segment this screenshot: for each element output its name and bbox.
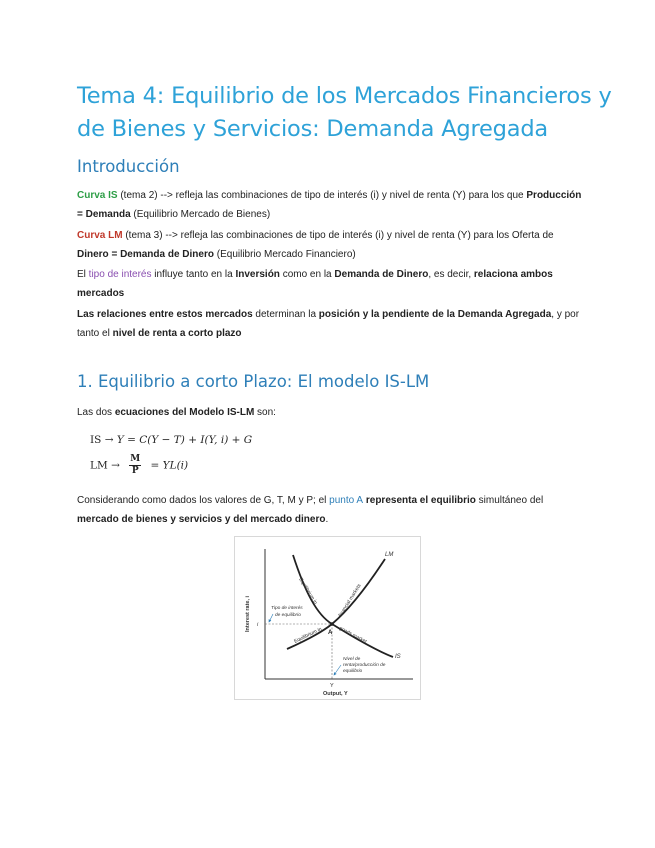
y-axis-label: Interest rate, i bbox=[245, 595, 251, 632]
punto-a-label: punto A bbox=[329, 495, 364, 506]
document-title: Tema 4: Equilibrio de los Mercados Financieros y de Bienes y Servicios: Demanda Agregada bbox=[77, 83, 612, 142]
curva-lm-label: Curva LM bbox=[77, 230, 123, 241]
money-price-fraction: $\frac{M}{P}$ bbox=[130, 454, 141, 476]
financial-markets-label: financial markets bbox=[337, 583, 363, 619]
tipo-interes-label: tipo de interés bbox=[88, 269, 152, 280]
lower-equilibrium-label: Equilibrium in bbox=[293, 626, 323, 645]
intro-heading: Introducción bbox=[77, 157, 180, 176]
i-tick: i bbox=[257, 622, 259, 628]
tipo-interes-note-line1: Tipo de interés bbox=[271, 606, 303, 611]
paragraph-curva-is: Curva IS (tema 2) --> refleja las combinaciones de tipo de interés (i) y nivel de renta (Y) para los que Producción = Demanda (Equilibrio Mercado de Bienes) bbox=[77, 190, 582, 220]
paragraph-curva-lm: Curva LM (tema 3) --> refleja las combinaciones de tipo de interés (i) y nivel de renta (Y) para los Oferta de Dinero = Demanda de Dinero (Equilibrio Mercado Financiero) bbox=[77, 230, 554, 260]
nivel-renta-note-line2: renta/producción de bbox=[343, 663, 386, 668]
nivel-renta-arrow bbox=[334, 665, 341, 675]
y-tick: Y bbox=[330, 683, 334, 689]
upper-equilibrium-label: Equilibrium in bbox=[297, 576, 319, 606]
is-lm-figure bbox=[234, 536, 421, 700]
tipo-interes-note-line2: de equilibrio bbox=[275, 613, 301, 618]
section1-heading: 1. Equilibrio a corto Plazo: El modelo IS-LM bbox=[77, 372, 430, 391]
x-axis-label: Output, Y bbox=[323, 691, 348, 697]
curva-is-label: Curva IS bbox=[77, 190, 118, 201]
is-curve-label: IS bbox=[395, 654, 401, 660]
equilibrium-point bbox=[330, 622, 334, 626]
nivel-renta-note-line1: Nivel de bbox=[343, 657, 361, 662]
tipo-interes-arrow bbox=[269, 614, 273, 622]
paragraph-punto-a: Considerando como dados los valores de G, T, M y P; el punto A representa el equilibrio simultáneo del mercado de bienes y servicios y del mercado dinero. bbox=[77, 495, 544, 525]
paragraph-relaciones: Las relaciones entre estos mercados determinan la posición y la pendiente de la Demanda Agregada, y por tanto el nivel de renta a corto plazo bbox=[77, 309, 580, 339]
is-lm-diagram bbox=[235, 537, 420, 699]
paragraph-ecuaciones: Las dos ecuaciones del Modelo IS-LM son: bbox=[77, 407, 276, 418]
lm-curve-label: LM bbox=[385, 552, 394, 558]
paragraph-tipo-interes: El tipo de interés influye tanto en la Inversión como en la Demanda de Dinero, es decir, relaciona ambos mercados bbox=[77, 269, 553, 299]
goods-market-label: goods market bbox=[338, 625, 368, 645]
point-a-label: A bbox=[328, 630, 333, 636]
equation-is: IS → Y = C(Y − T) + I(Y, i) + G bbox=[90, 434, 253, 446]
equation-lm: LM → $\frac{M}{P}$ = YL(i) bbox=[90, 454, 189, 476]
nivel-renta-note-line3: equilibrio bbox=[343, 669, 363, 674]
